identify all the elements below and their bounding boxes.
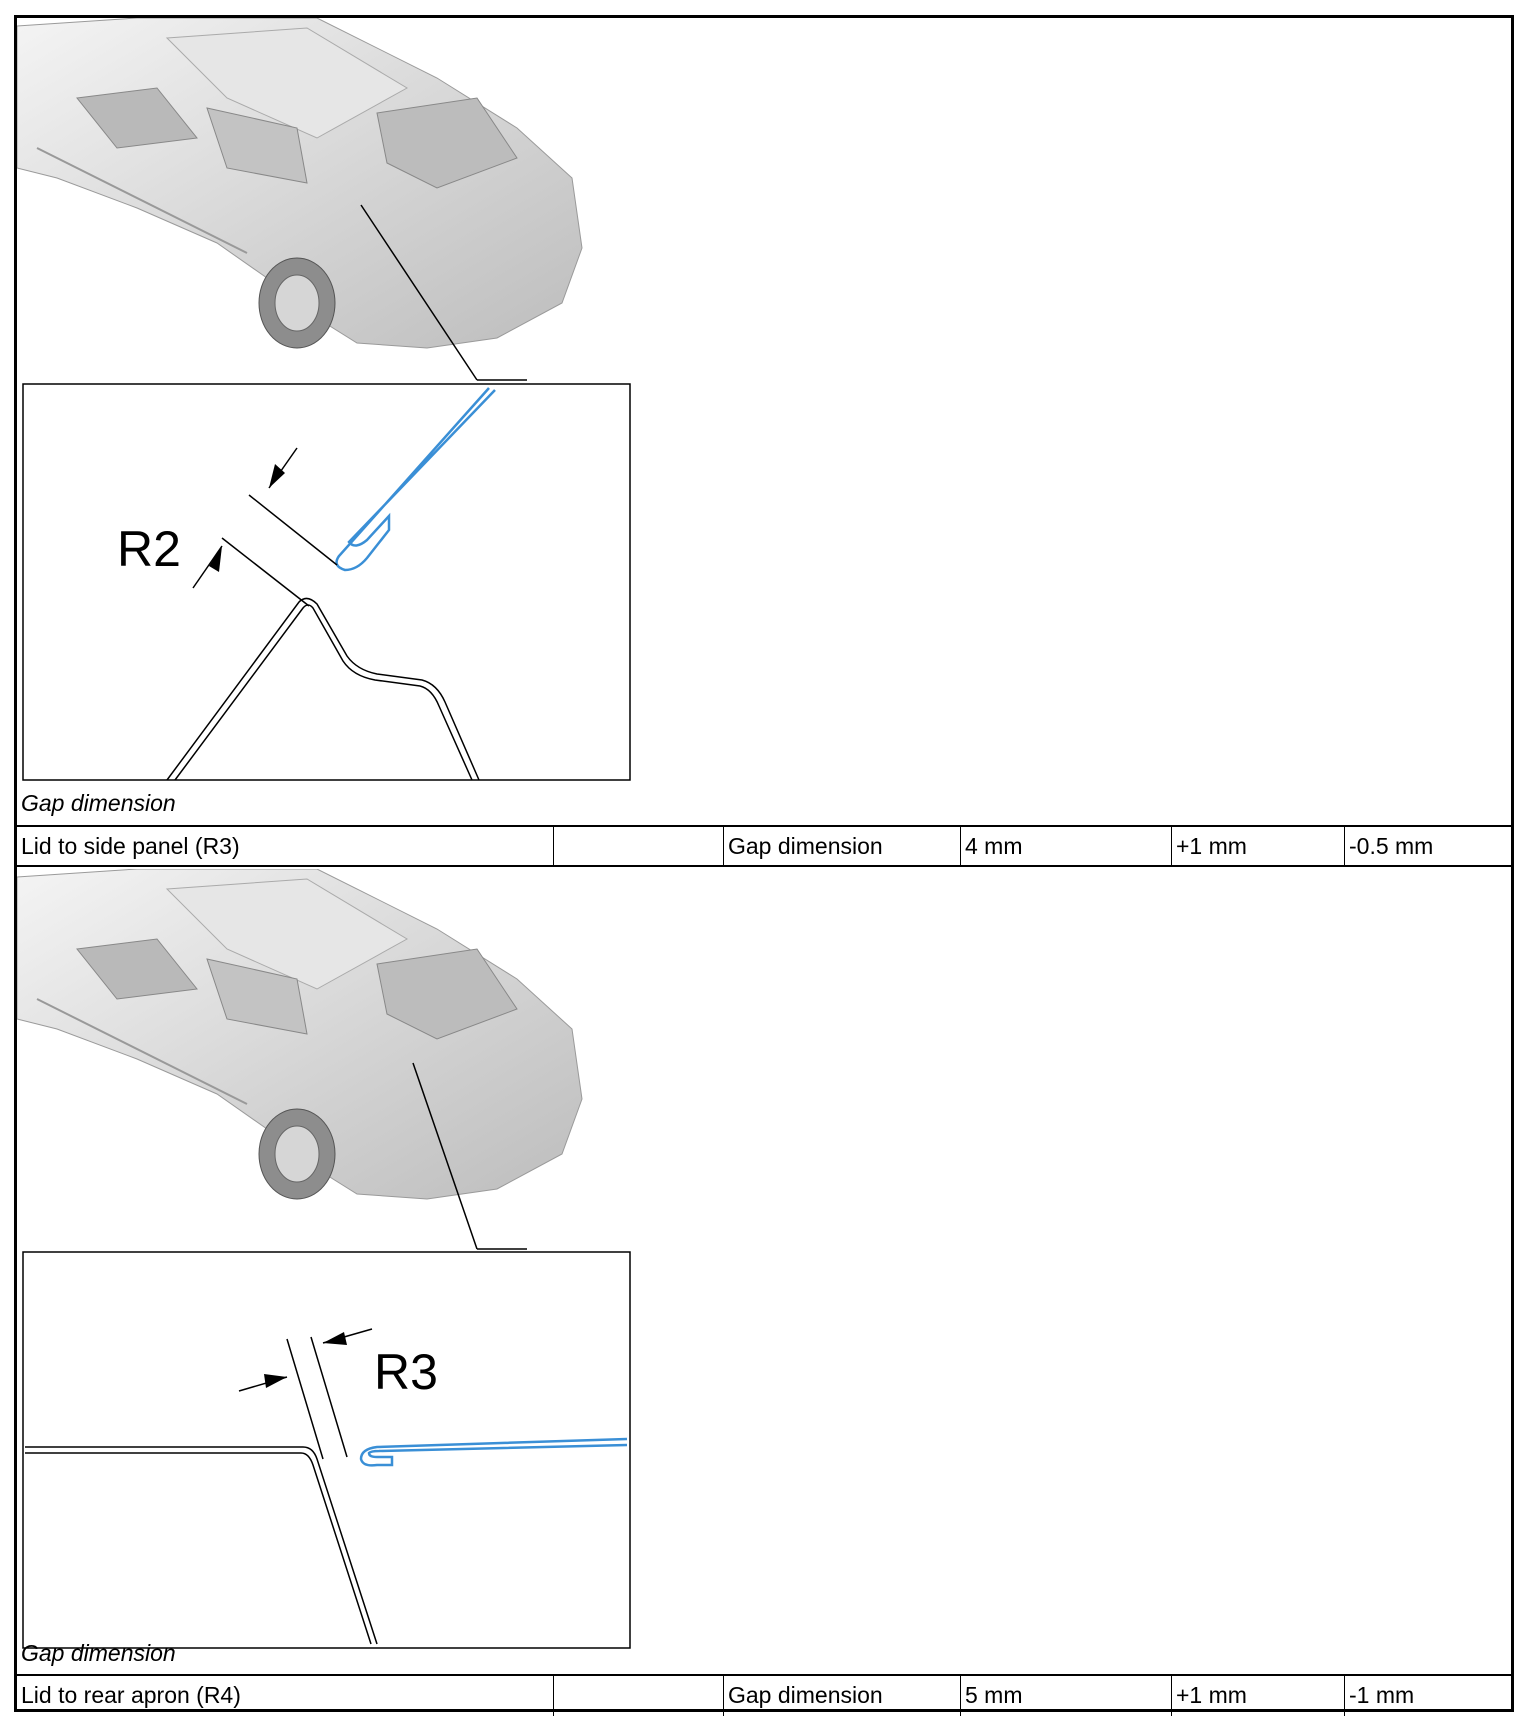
nominal-cell: 4 mm xyxy=(961,827,1172,865)
car-illustration xyxy=(17,18,657,808)
document-frame xyxy=(14,15,1514,1712)
gap-section-r3 xyxy=(17,18,1511,869)
tolerance-minus-cell: -0.5 mm xyxy=(1349,833,1434,859)
spec-table-row xyxy=(17,1674,1511,1716)
callout-r2: R2 xyxy=(117,521,181,577)
figure-r3 xyxy=(17,869,657,1659)
figure-caption: Gap dimension xyxy=(21,1640,176,1666)
type-cell: Gap dimension xyxy=(724,1676,961,1716)
detail-cross-section xyxy=(23,1252,630,1648)
callout-r3: R3 xyxy=(374,1344,438,1400)
gap-section-r4 xyxy=(17,869,1511,1721)
spec-table-row xyxy=(17,825,1511,867)
type-cell: Gap dimension xyxy=(724,827,961,865)
tolerance-plus-cell: +1 mm xyxy=(1172,827,1345,865)
detail-cross-section xyxy=(23,384,630,780)
figure-r2 xyxy=(17,18,657,808)
location-cell: Lid to rear apron (R4) xyxy=(17,1676,554,1716)
nominal-cell: 5 mm xyxy=(961,1676,1172,1716)
empty-cell xyxy=(554,1676,724,1716)
tolerance-minus-cell: -1 mm xyxy=(1349,1682,1415,1708)
empty-cell xyxy=(554,827,724,865)
figure-caption: Gap dimension xyxy=(21,790,176,816)
car-illustration xyxy=(17,869,657,1659)
location-cell: Lid to side panel (R3) xyxy=(17,827,554,865)
tolerance-plus-cell: +1 mm xyxy=(1172,1676,1345,1716)
